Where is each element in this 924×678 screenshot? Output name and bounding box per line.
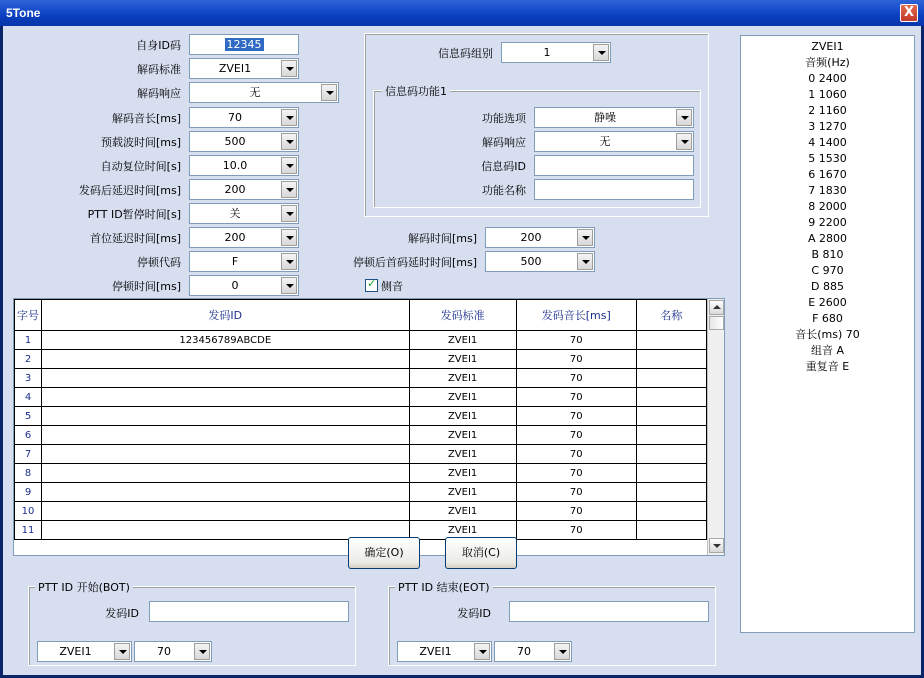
row-standard[interactable]: ZVEI1 [409,331,516,350]
row-index: 10 [15,502,42,521]
label-function-name: 功能名称 [482,184,526,197]
chevron-down-icon[interactable] [194,643,210,660]
info-line: 3 1270 [808,120,847,133]
auto-reset-time-select[interactable]: 10.0 [189,155,299,176]
info-line: 音长(ms) 70 [795,328,860,341]
row-index: 7 [15,445,42,464]
label-decode-standard: 解码标准 [137,63,181,76]
info-function-group-title: 信息码功能1 [382,83,450,99]
row-index: 2 [15,350,42,369]
row-name[interactable] [636,426,706,445]
row-name[interactable] [636,445,706,464]
ptt-bot-title: PTT ID 开始(BOT) [35,579,133,595]
chevron-down-icon[interactable] [577,253,593,270]
label-bot-id: 发码ID [105,607,139,620]
row-index: 1 [15,331,42,350]
chevron-down-icon[interactable] [593,44,609,61]
info-line: 2 1160 [808,104,847,117]
row-code-id[interactable] [42,445,410,464]
label-preload-time: 预载波时间[ms] [100,136,181,149]
info-line: B 810 [811,248,844,261]
row-length[interactable]: 70 [516,445,636,464]
chevron-down-icon[interactable] [281,109,297,126]
decode-length-select[interactable]: 70 [189,107,299,128]
table-row[interactable] [15,445,707,464]
chevron-down-icon[interactable] [281,133,297,150]
label-sidetone: 侧音 [381,280,403,293]
bot-length-select[interactable]: 70 [134,641,212,662]
client-area [3,26,921,675]
row-length[interactable]: 70 [516,369,636,388]
code-table-grid [14,299,707,540]
info-id-input[interactable] [534,155,694,176]
row-standard[interactable]: ZVEI1 [409,464,516,483]
post-send-delay-select[interactable]: 200 [189,179,299,200]
row-code-id[interactable] [42,388,410,407]
label-auto-reset-time: 自动复位时间[s] [100,160,181,173]
self-id-input[interactable]: 12345 [189,34,299,55]
scroll-down-icon[interactable] [709,538,724,553]
row-standard[interactable]: ZVEI1 [409,388,516,407]
first-delay-select[interactable]: 200 [189,227,299,248]
chevron-down-icon[interactable] [114,643,130,660]
ptt-eot-title: PTT ID 结束(EOT) [395,579,493,595]
function-option-select[interactable]: 静噪 [534,107,694,128]
row-index: 5 [15,407,42,426]
label-pause-first-delay: 停顿后首码延时时间[ms] [352,256,477,269]
label-post-send-delay: 发码后延迟时间[ms] [78,184,181,197]
pause-code-select[interactable]: F [189,251,299,272]
label-info-decode-response: 解码响应 [482,136,526,149]
chevron-down-icon[interactable] [577,229,593,246]
row-standard[interactable]: ZVEI1 [409,407,516,426]
close-button[interactable] [900,4,918,22]
info-decode-response-select[interactable]: 无 [534,131,694,152]
row-name[interactable] [636,369,706,388]
pause-first-delay-select[interactable]: 500 [485,251,595,272]
scroll-thumb[interactable] [709,316,724,330]
chevron-down-icon[interactable] [281,229,297,246]
scroll-up-icon[interactable] [709,300,724,315]
row-length[interactable]: 70 [516,521,636,540]
row-length[interactable]: 70 [516,350,636,369]
row-name[interactable] [636,502,706,521]
row-code-id[interactable] [42,502,410,521]
row-name[interactable] [636,331,706,350]
table-row[interactable] [15,483,707,502]
chevron-down-icon[interactable] [474,643,490,660]
row-standard[interactable]: ZVEI1 [409,369,516,388]
eot-id-input[interactable] [509,601,709,622]
col-header-name[interactable]: 名称 [636,300,706,331]
decode-standard-select[interactable]: ZVEI1 [189,58,299,79]
chevron-down-icon[interactable] [321,84,337,101]
chevron-down-icon[interactable] [676,133,692,150]
label-decode-response: 解码响应 [137,87,181,100]
col-header-code-id[interactable]: 发码ID [42,300,410,331]
cancel-button[interactable]: 取消(C) [445,537,517,569]
row-standard[interactable]: ZVEI1 [409,483,516,502]
close-icon: X [903,5,915,20]
info-line: 0 2400 [808,72,847,85]
row-standard[interactable]: ZVEI1 [409,350,516,369]
info-line: A 2800 [807,232,847,245]
row-length[interactable]: 70 [516,407,636,426]
info-function-group [373,85,701,208]
info-line: 1 1060 [808,88,847,101]
info-line: 9 2200 [808,216,847,229]
preload-time-select[interactable]: 500 [189,131,299,152]
info-line: 组音 A [810,344,845,357]
label-info-id: 信息码ID [481,160,526,173]
label-pause-time: 停顿时间[ms] [111,280,181,293]
info-line: F 680 [812,312,843,325]
row-code-id[interactable] [42,464,410,483]
table-row[interactable] [15,464,707,483]
label-function-option: 功能选项 [482,112,526,125]
row-index: 8 [15,464,42,483]
row-length[interactable]: 70 [516,331,636,350]
chevron-down-icon[interactable] [281,157,297,174]
chevron-down-icon[interactable] [281,253,297,270]
row-standard[interactable]: ZVEI1 [409,502,516,521]
row-name[interactable] [636,464,706,483]
label-first-delay: 首位延迟时间[ms] [89,232,181,245]
info-line: 重复音 E [805,360,850,373]
table-row[interactable] [15,388,707,407]
chevron-down-icon[interactable] [281,60,297,77]
row-standard[interactable]: ZVEI1 [409,426,516,445]
info-line: ZVEI1 [811,40,844,53]
label-eot-id: 发码ID [457,607,491,620]
info-line: 7 1830 [808,184,847,197]
code-table [13,298,725,556]
chevron-down-icon[interactable] [281,205,297,222]
row-index: 4 [15,388,42,407]
title-bar[interactable] [0,0,924,26]
info-line: D 885 [811,280,844,293]
label-pause-code: 停顿代码 [137,256,181,269]
label-decode-length: 解码音长[ms] [111,112,181,125]
table-row[interactable] [15,369,707,388]
info-code-group [364,33,709,217]
ptt-eot-group [388,581,716,666]
ptt-id-pause-select[interactable]: 关 [189,203,299,224]
row-name[interactable] [636,407,706,426]
ok-button[interactable]: 确定(O) [348,537,420,569]
info-line: 4 1400 [808,136,847,149]
row-code-id[interactable] [42,426,410,445]
row-name[interactable] [636,350,706,369]
ptt-bot-group [28,581,356,666]
info-line: E 2600 [808,296,847,309]
row-name[interactable] [636,483,706,502]
window-title: 5Tone [6,6,41,20]
decode-time-select[interactable]: 200 [485,227,595,248]
label-info-group: 信息码组别 [438,47,493,60]
bot-standard-select[interactable]: ZVEI1 [37,641,132,662]
row-standard[interactable]: ZVEI1 [409,445,516,464]
frequency-info-panel [740,35,915,633]
decode-response-select[interactable]: 无 [189,82,339,103]
row-code-id[interactable] [42,350,410,369]
label-decode-time: 解码时间[ms] [407,232,477,245]
table-header-row [15,300,707,331]
col-header-length[interactable]: 发码音长[ms] [516,300,636,331]
row-code-id[interactable] [42,407,410,426]
info-line: 5 1530 [808,152,847,165]
info-line: 音频(Hz) [805,56,850,69]
table-row[interactable] [15,331,707,350]
info-line: 8 2000 [808,200,847,213]
info-group-select[interactable]: 1 [501,42,611,63]
table-row[interactable] [15,426,707,445]
row-name[interactable] [636,521,706,540]
row-name[interactable] [636,388,706,407]
row-length[interactable]: 70 [516,502,636,521]
label-self-id: 自身ID码 [136,39,181,52]
table-row[interactable] [15,502,707,521]
chevron-down-icon[interactable] [676,109,692,126]
row-length[interactable]: 70 [516,426,636,445]
sidetone-checkbox[interactable] [365,279,378,292]
table-row[interactable] [15,350,707,369]
row-index: 3 [15,369,42,388]
table-scrollbar[interactable] [707,299,724,555]
info-line: 6 1670 [808,168,847,181]
pause-time-select[interactable]: 0 [189,275,299,296]
row-standard[interactable]: ZVEI1 [409,521,516,540]
chevron-down-icon[interactable] [281,277,297,294]
function-name-input[interactable] [534,179,694,200]
chevron-down-icon[interactable] [554,643,570,660]
row-length[interactable]: 70 [516,483,636,502]
row-index: 9 [15,483,42,502]
eot-length-select[interactable]: 70 [494,641,572,662]
bot-id-input[interactable] [149,601,349,622]
row-length[interactable]: 70 [516,464,636,483]
info-line: C 970 [811,264,844,277]
row-index: 6 [15,426,42,445]
row-code-id[interactable]: 123456789ABCDE [42,331,410,350]
row-length[interactable]: 70 [516,388,636,407]
row-code-id[interactable] [42,483,410,502]
table-row[interactable] [15,407,707,426]
row-index: 11 [15,521,42,540]
col-header-standard[interactable]: 发码标准 [409,300,516,331]
row-code-id[interactable] [42,369,410,388]
eot-standard-select[interactable]: ZVEI1 [397,641,492,662]
label-ptt-id-pause: PTT ID暂停时间[s] [87,208,181,221]
chevron-down-icon[interactable] [281,181,297,198]
col-header-index[interactable]: 字号 [15,300,42,331]
